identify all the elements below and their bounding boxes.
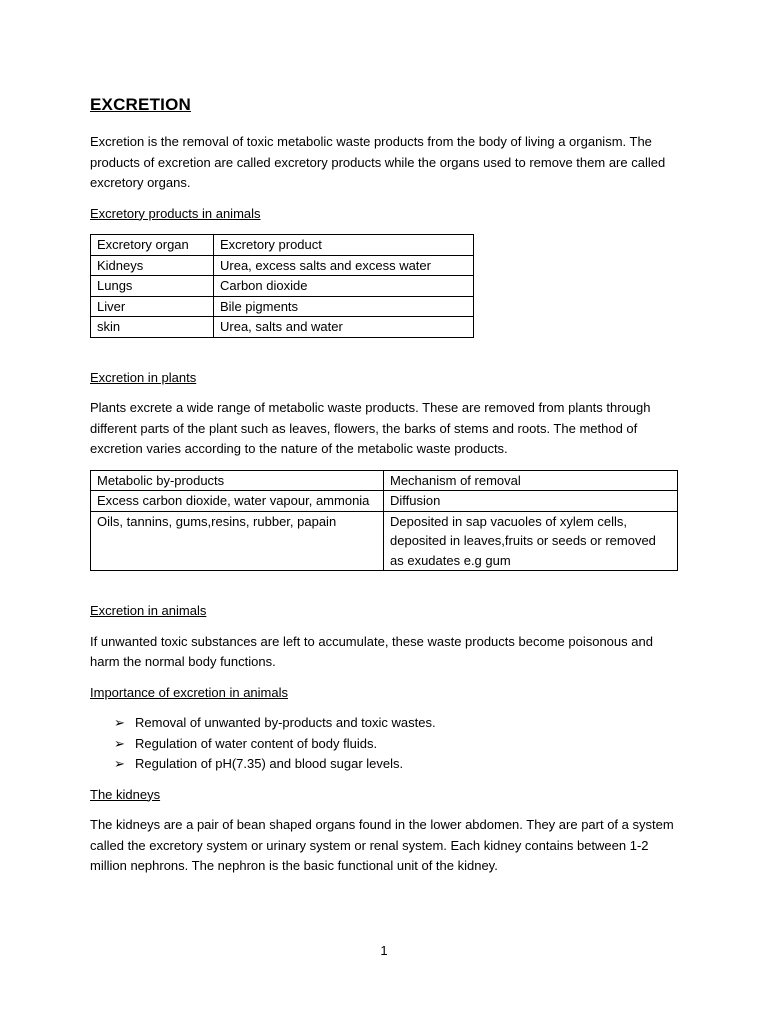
table-header-cell: Excretory product: [214, 235, 474, 256]
table-cell: Lungs: [91, 276, 214, 297]
heading-excretory-products: Excretory products in animals: [90, 205, 261, 221]
list-item-text: Regulation of water content of body fluids.: [135, 735, 378, 751]
list-item-text: Regulation of pH(7.35) and blood sugar levels.: [135, 756, 404, 771]
list-item-text: Removal of unwanted by-products and toxic wastes.: [135, 715, 436, 730]
arrow-bullet-icon: ➢: [114, 756, 125, 771]
table-row: [91, 296, 474, 317]
table-header-row: [91, 470, 678, 491]
table-cell: Urea, excess salts and excess water: [214, 255, 474, 276]
arrow-bullet-icon: ➢: [114, 715, 125, 730]
table-cell: Bile pigments: [214, 296, 474, 317]
heading-excretion-plants: Excretion in plants: [90, 369, 197, 385]
intro-paragraph: Excretion is the removal of toxic metabolic waste products from the body of living a organism. The products of excretion are called excretory products while the organs used to remove them are called excretory organs.: [90, 134, 666, 190]
table-row: [91, 255, 474, 276]
table-row: [91, 317, 474, 338]
heading-excretion-animals: Excretion in animals: [90, 603, 207, 618]
list-item: [114, 713, 680, 734]
page-title: EXCRETION: [90, 95, 191, 114]
table-cell: Deposited in sap vacuoles of xylem cells, deposited in leaves,fruits or seeds or removed as exudates e.g gum: [384, 511, 678, 571]
table-cell: Carbon dioxide: [214, 276, 474, 297]
table-row: [91, 511, 678, 571]
heading-importance: Importance of excretion in animals: [90, 684, 288, 700]
table-header-cell: Excretory organ: [91, 235, 214, 256]
table-row: [91, 491, 678, 512]
list-item: [114, 734, 680, 755]
importance-list: [90, 713, 680, 775]
table-row: [91, 276, 474, 297]
arrow-bullet-icon: ➢: [114, 735, 125, 751]
kidneys-paragraph: The kidneys are a pair of bean shaped organs found in the lower abdomen. They are part of a system called the excretory system or urinary system or renal system. Each kidney contains between 1-2 million nephrons. The nephron is the basic functional unit of the kidney.: [90, 817, 674, 873]
excretory-products-table: [90, 234, 474, 338]
table-cell: skin: [91, 317, 214, 338]
table-header-row: [91, 235, 474, 256]
table-cell: Diffusion: [384, 491, 678, 512]
document-page: [90, 92, 680, 887]
table-cell: Excess carbon dioxide, water vapour, ammonia: [91, 491, 384, 512]
list-item: [114, 754, 680, 775]
table-cell: Liver: [91, 296, 214, 317]
heading-kidneys: The kidneys: [90, 786, 161, 802]
table-header-cell: Mechanism of removal: [384, 470, 678, 491]
table-cell: Oils, tannins, gums,resins, rubber, papain: [91, 511, 384, 571]
table-cell: Kidneys: [91, 255, 214, 276]
plant-byproducts-table: [90, 470, 678, 572]
plants-paragraph: Plants excrete a wide range of metabolic waste products. These are removed from plants through different parts of the plant such as leaves, flowers, the barks of stems and roots. The method of excretion varies according to the nature of the metabolic waste products.: [90, 400, 651, 456]
page-number: 1: [380, 943, 388, 958]
table-cell: Urea, salts and water: [214, 317, 474, 338]
table-header-cell: Metabolic by-products: [91, 470, 384, 491]
animals-paragraph: If unwanted toxic substances are left to accumulate, these waste products become poisonous and harm the normal body functions.: [90, 633, 653, 669]
